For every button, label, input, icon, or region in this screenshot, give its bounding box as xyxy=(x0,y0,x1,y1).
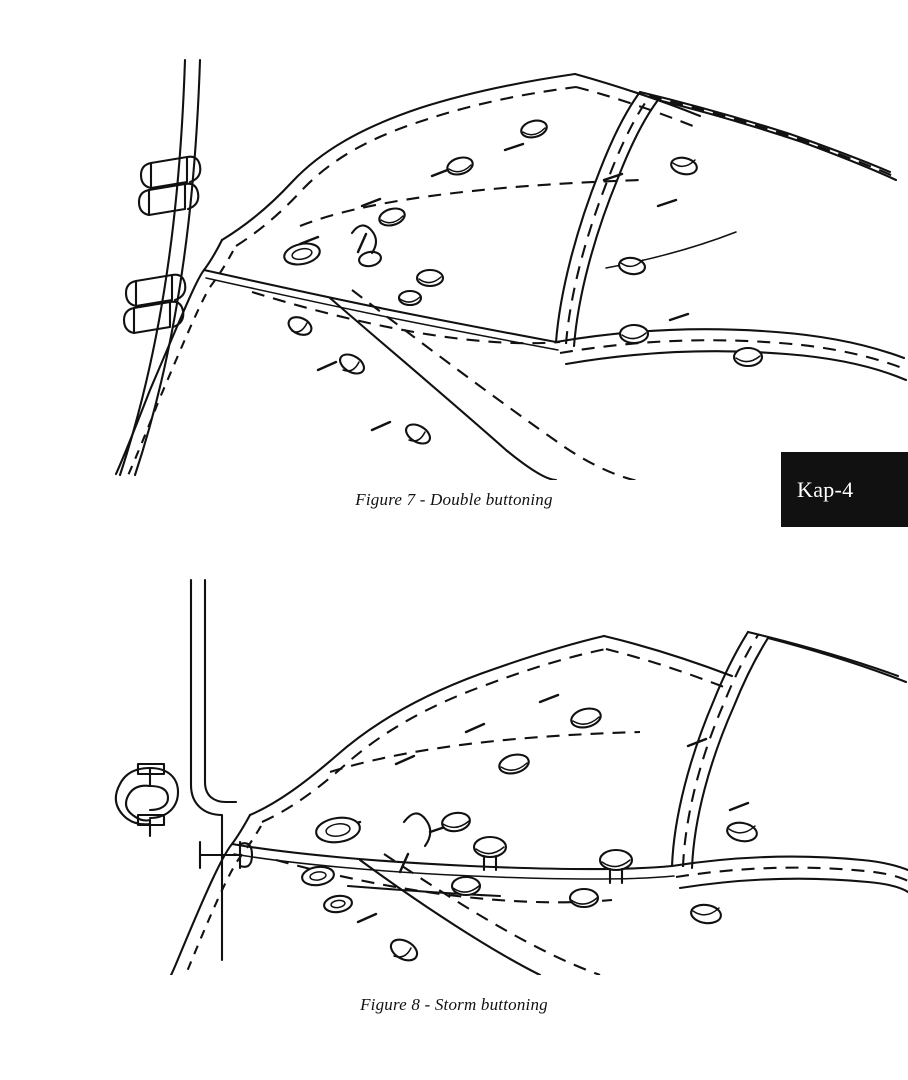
figure-7 xyxy=(0,30,908,530)
chapter-tab xyxy=(781,452,908,527)
chapter-tab-label: Kap-4 xyxy=(797,476,854,502)
figure-7-caption: Figure 7 - Double buttoning xyxy=(355,490,553,509)
figure-8-illustration xyxy=(0,560,908,975)
figure-7-illustration xyxy=(0,30,908,480)
figure-8-caption: Figure 8 - Storm buttoning xyxy=(360,995,548,1014)
figure-8 xyxy=(0,560,908,1050)
